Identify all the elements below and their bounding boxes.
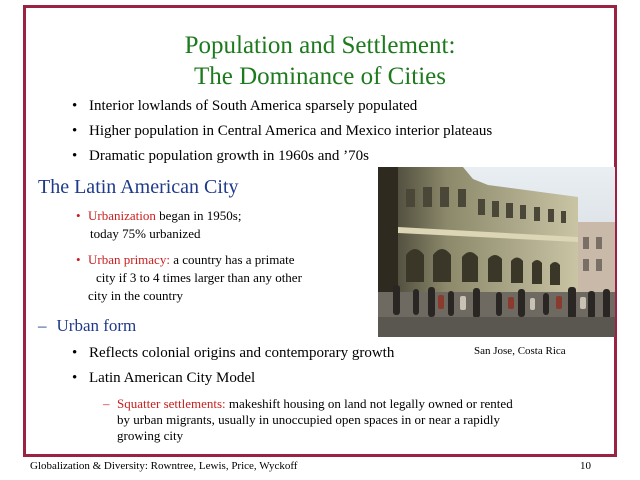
urban-form-bullet: • Reflects colonial origins and contemporary growth bbox=[72, 344, 394, 369]
intro-bullet: • Dramatic population growth in 1960s and ’70s bbox=[72, 147, 492, 172]
sub-item-text: a country has a primate bbox=[169, 252, 295, 267]
slide-title bbox=[30, 30, 610, 92]
term-squatter-settlements: Squatter settlements: bbox=[117, 396, 226, 411]
dash-marker: – bbox=[38, 316, 47, 335]
squatter-settlements-item bbox=[103, 396, 513, 444]
squatter-text: growing city bbox=[117, 428, 184, 443]
city-sub-list bbox=[76, 207, 302, 305]
squatter-text: by urban migrants, usually in unoccupied open spaces in or near a rapidly bbox=[117, 412, 501, 427]
page-number: 10 bbox=[580, 460, 591, 472]
urban-form-bullet-list bbox=[72, 344, 394, 394]
intro-bullet: • Interior lowlands of South America sparsely populated bbox=[72, 97, 492, 122]
photo-caption: San Jose, Costa Rica bbox=[474, 345, 566, 357]
dash-marker: – bbox=[103, 396, 110, 411]
slide-title-line-2: The Dominance of Cities bbox=[193, 63, 446, 90]
urban-form-label: Urban form bbox=[56, 316, 137, 335]
squatter-text: makeshift housing on land not legally owned or rented bbox=[225, 396, 513, 411]
san-jose-photo bbox=[378, 167, 615, 337]
sub-item-text: today 75% urbanized bbox=[90, 226, 201, 241]
sub-item-text: city if 3 to 4 times larger than any other bbox=[96, 270, 302, 285]
sub-item-urban-primacy bbox=[76, 251, 302, 305]
urban-form-heading bbox=[38, 316, 136, 336]
sub-item-text: city in the country bbox=[88, 288, 183, 303]
intro-bullet: • Higher population in Central America and Mexico interior plateaus bbox=[72, 122, 492, 147]
footer-citation: Globalization & Diversity: Rowntree, Lewis, Price, Wyckoff bbox=[30, 460, 298, 472]
san-jose-photo-illustration bbox=[378, 167, 615, 337]
intro-bullet-list bbox=[72, 97, 492, 172]
section-heading: The Latin American City bbox=[38, 176, 239, 198]
urban-form-bullet: • Latin American City Model bbox=[72, 369, 394, 394]
sub-item-text: began in 1950s; bbox=[155, 208, 242, 223]
slide-title-line-1: Population and Settlement: bbox=[184, 32, 456, 59]
sub-item-urbanization bbox=[76, 207, 302, 251]
term-urbanization: Urbanization bbox=[88, 208, 156, 223]
term-urban-primacy: Urban primacy: bbox=[88, 252, 170, 267]
